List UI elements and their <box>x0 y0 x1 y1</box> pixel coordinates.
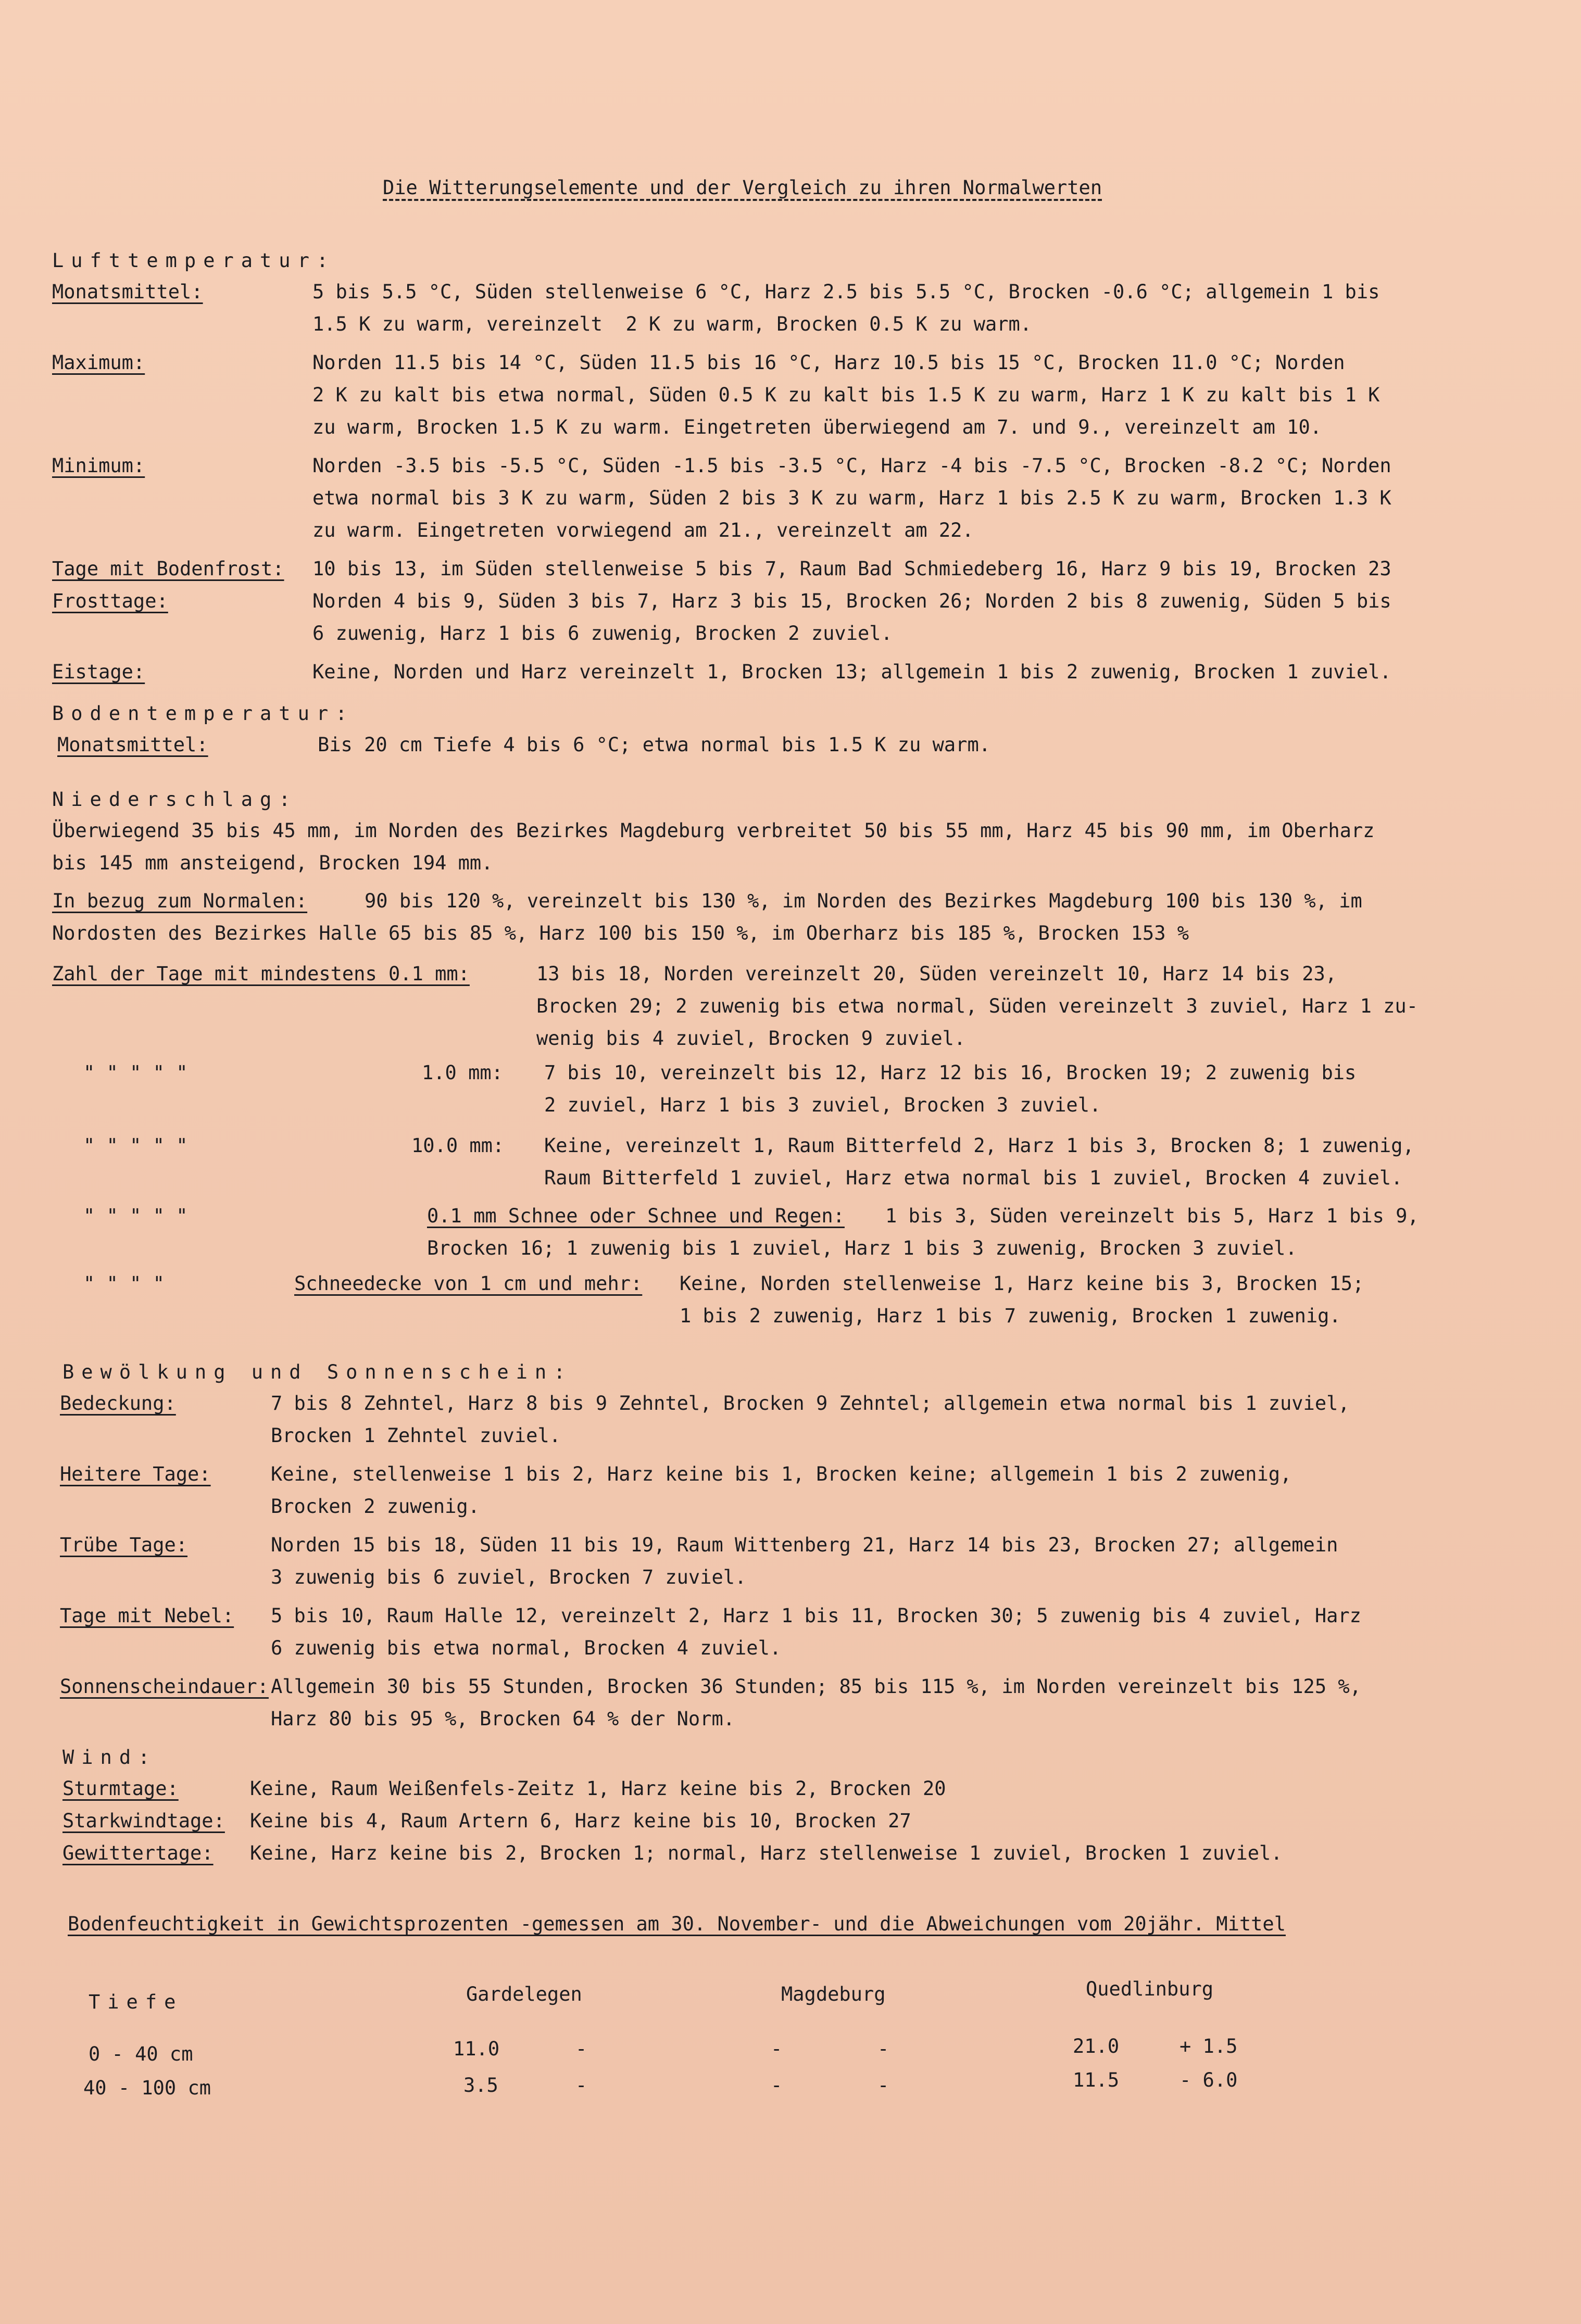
value-cell: - <box>575 2074 587 2096</box>
row-label: Sonnenscheindauer: <box>60 1675 269 1698</box>
row-text: Bis 20 cm Tiefe 4 bis 6 °C; etwa normal bis 1.5 K zu warm. <box>318 734 991 756</box>
row-label: Monatsmittel: <box>52 281 203 303</box>
row-text: Keine, stellenweise 1 bis 2, Harz keine bis 1, Brocken keine; allgemein 1 bis 2 zuwenig, Brocken 2 zuwenig. <box>271 1463 1292 1518</box>
col-header-station: Gardelegen <box>466 1983 582 2005</box>
row-label: Trübe Tage: <box>60 1534 188 1556</box>
threshold-text: 7 bis 10, vereinzelt bis 12, Harz 12 bis 16, Brocken 19; 2 zuwenig bis 2 zuviel, Harz 1 bis 3 zuviel, Brocken 3 zuviel. <box>544 1062 1357 1116</box>
row-label: Minimum: <box>52 454 145 477</box>
row-label: Heitere Tage: <box>60 1463 211 1485</box>
value-cell: 11.5 <box>1073 2069 1120 2091</box>
page-title: Die Witterungselemente und der Vergleich zu ihren Normalwerten <box>383 176 1102 199</box>
value-cell: 11.0 <box>453 2038 500 2060</box>
row-label: Tage mit Nebel: <box>60 1605 234 1627</box>
row-text: Keine bis 4, Raum Artern 6, Harz keine bis 10, Brocken 27 <box>250 1810 911 1832</box>
threshold-text: 1 bis 3, Süden vereinzelt bis 5, Harz 1 bis 9, Brocken 16; 1 zuwenig bis 1 zuviel, Harz 1 bis 3 zuwenig, Brocken 3 zuviel. <box>427 1205 1419 1259</box>
col-header-depth: Tiefe <box>89 1991 183 2013</box>
depth-cell: 0 - 40 cm <box>89 2043 193 2065</box>
lufttemperatur-table <box>52 276 1427 688</box>
row-text: 5 bis 10, Raum Halle 12, vereinzelt 2, Harz 1 bis 11, Brocken 30; 5 zuwenig bis 4 zuviel, Harz 6 zuwenig bis etwa normal, Brocken 4 zuviel. <box>271 1605 1361 1659</box>
section-header-wind: Wind: <box>62 1746 157 1769</box>
row-label: Starkwindtage: <box>62 1810 225 1832</box>
section-header-bewoelkung: Bewölkung und Sonnenschein: <box>62 1361 573 1383</box>
row-label: Maximum: <box>52 351 145 374</box>
row-text: 10 bis 13, im Süden stellenweise 5 bis 7, Raum Bad Schmiedeberg 16, Harz 9 bis 19, Brocken 23 <box>312 558 1391 580</box>
value-cell: - 6.0 <box>1180 2069 1238 2091</box>
col-header-station: Quedlinburg <box>1086 1978 1214 2000</box>
row-label: Frosttage: <box>52 590 168 612</box>
row-text: Keine, Harz keine bis 2, Brocken 1; normal, Harz stellenweise 1 zuviel, Brocken 1 zuviel. <box>250 1842 1283 1864</box>
threshold-label: Schneedecke von 1 cm und mehr: <box>294 1272 643 1295</box>
bewoelkung-table <box>60 1387 1437 1735</box>
bodenfeuchte-caption: Bodenfeuchtigkeit in Gewichtsprozenten -gemessen am 30. November- und die Abweichungen vom 20jähr. Mittel <box>68 1913 1286 1935</box>
ditto-marks: " " " " <box>83 1272 165 1295</box>
value-cell: - <box>771 2038 783 2060</box>
col-header-station: Magdeburg <box>781 1983 886 2005</box>
row-text: 5 bis 5.5 °C, Süden stellenweise 6 °C, Harz 2.5 bis 5.5 °C, Brocken -0.6 °C; allgemein 1 bis 1.5 K zu warm, vereinzelt 2 K zu warm, Brocken 0.5 K zu warm. <box>312 281 1380 335</box>
row-text: Norden 11.5 bis 14 °C, Süden 11.5 bis 16 °C, Harz 10.5 bis 15 °C, Brocken 11.0 °C; Norden 2 K zu kalt bis etwa normal, Süden 0.5 K zu kalt bis 1.5 K zu warm, Harz 1 K zu kalt bis 1 K zu warm, Brocken 1.5 K zu warm. Eingetreten überwiegend am 7. und 9., vereinzelt am 10. <box>312 351 1380 438</box>
days-text: 13 bis 18, Norden vereinzelt 20, Süden vereinzelt 10, Harz 14 bis 23, Brocken 29; 2 zuwenig bis etwa normal, Süden vereinzelt 3 zuviel, Harz 1 zu- wenig bis 4 zuviel, Brocken 9 zuviel. <box>536 963 1418 1050</box>
value-cell: + 1.5 <box>1180 2035 1238 2057</box>
row-label: Tage mit Bodenfrost: <box>52 558 284 580</box>
bodentemperatur-table <box>57 729 1432 761</box>
row-label: Monatsmittel: <box>57 734 208 756</box>
row-text: Norden 15 bis 18, Süden 11 bis 19, Raum Wittenberg 21, Harz 14 bis 23, Brocken 27; allgemein 3 zuwenig bis 6 zuviel, Brocken 7 zuviel. <box>271 1534 1338 1588</box>
ditto-marks: " " " " " <box>83 1134 188 1157</box>
threshold-text: Keine, Norden stellenweise 1, Harz keine bis 3, Brocken 15; 1 bis 2 zuwenig, Harz 1 bis 7 zuwenig, Brocken 1 zuwenig. <box>680 1272 1364 1327</box>
row-text: 7 bis 8 Zehntel, Harz 8 bis 9 Zehntel, Brocken 9 Zehntel; allgemein etwa normal bis 1 zuviel, Brocken 1 Zehntel zuviel. <box>271 1392 1350 1447</box>
wind-table <box>62 1773 1442 1870</box>
normal-label: In bezug zum Normalen: <box>52 890 308 912</box>
row-text: Allgemein 30 bis 55 Stunden, Brocken 36 Stunden; 85 bis 115 %, im Norden vereinzelt bis 125 %, Harz 80 bis 95 %, Brocken 64 % der Norm. <box>271 1675 1361 1730</box>
days-label: Zahl der Tage mit mindestens 0.1 mm: <box>52 963 470 985</box>
row-text: Keine, Raum Weißenfels-Zeitz 1, Harz keine bis 2, Brocken 20 <box>250 1777 946 1800</box>
row-label: Sturmtage: <box>62 1777 179 1800</box>
section-header-bodentemperatur: Bodentemperatur: <box>52 702 355 725</box>
value-cell: - <box>771 2074 783 2096</box>
section-header-niederschlag: Niederschlag: <box>52 788 298 811</box>
value-cell: 3.5 <box>463 2074 498 2096</box>
row-label: Gewittertage: <box>62 1842 214 1864</box>
ditto-marks: " " " " " <box>83 1205 188 1227</box>
value-cell: 21.0 <box>1073 2035 1120 2057</box>
threshold-label: 0.1 mm Schnee oder Schnee und Regen: <box>427 1205 845 1227</box>
row-label: Bedeckung: <box>60 1392 176 1414</box>
value-cell: - <box>575 2038 587 2060</box>
row-text: Keine, Norden und Harz vereinzelt 1, Brocken 13; allgemein 1 bis 2 zuwenig, Brocken 1 zuviel. <box>312 661 1391 683</box>
section-header-lufttemperatur: Lufttemperatur: <box>52 249 336 272</box>
threshold-label: 1.0 mm: <box>422 1062 503 1084</box>
row-label: Eistage: <box>52 661 145 683</box>
ditto-marks: " " " " " <box>83 1062 188 1084</box>
value-cell: - <box>877 2074 889 2096</box>
row-text: Norden 4 bis 9, Süden 3 bis 7, Harz 3 bis 15, Brocken 26; Norden 2 bis 8 zuwenig, Süden 5 bis 6 zuwenig, Harz 1 bis 6 zuwenig, Brocken 2 zuviel. <box>312 590 1391 645</box>
threshold-label: 10.0 mm: <box>411 1134 505 1157</box>
threshold-text: Keine, vereinzelt 1, Raum Bitterfeld 2, Harz 1 bis 3, Brocken 8; 1 zuwenig, Raum Bitterfeld 1 zuviel, Harz etwa normal bis 1 zuviel, Brocken 4 zuviel. <box>544 1134 1414 1189</box>
row-text: Norden -3.5 bis -5.5 °C, Süden -1.5 bis -3.5 °C, Harz -4 bis -7.5 °C, Brocken -8.2 °C; Norden etwa normal bis 3 K zu warm, Süden 2 bis 3 K zu warm, Harz 1 bis 2.5 K zu warm, Brocken 1.3 K zu warm. Eingetreten vorwiegend am 21., vereinzelt am 22. <box>312 454 1391 541</box>
normal-text: 90 bis 120 %, vereinzelt bis 130 %, im Norden des Bezirkes Magdeburg 100 bis 130 %, im Nordosten des Bezirkes Halle 65 bis 85 %, Harz 100 bis 150 %, im Oberharz bis 185 %, Brocken 153 % <box>52 890 1362 944</box>
niederschlag-intro: Überwiegend 35 bis 45 mm, im Norden des Bezirkes Magdeburg verbreitet 50 bis 55 mm, Harz 45 bis 90 mm, im Oberharz bis 145 mm ansteigend, Brocken 194 mm. <box>52 819 1375 874</box>
depth-cell: 40 - 100 cm <box>83 2077 211 2099</box>
value-cell: - <box>877 2038 889 2060</box>
